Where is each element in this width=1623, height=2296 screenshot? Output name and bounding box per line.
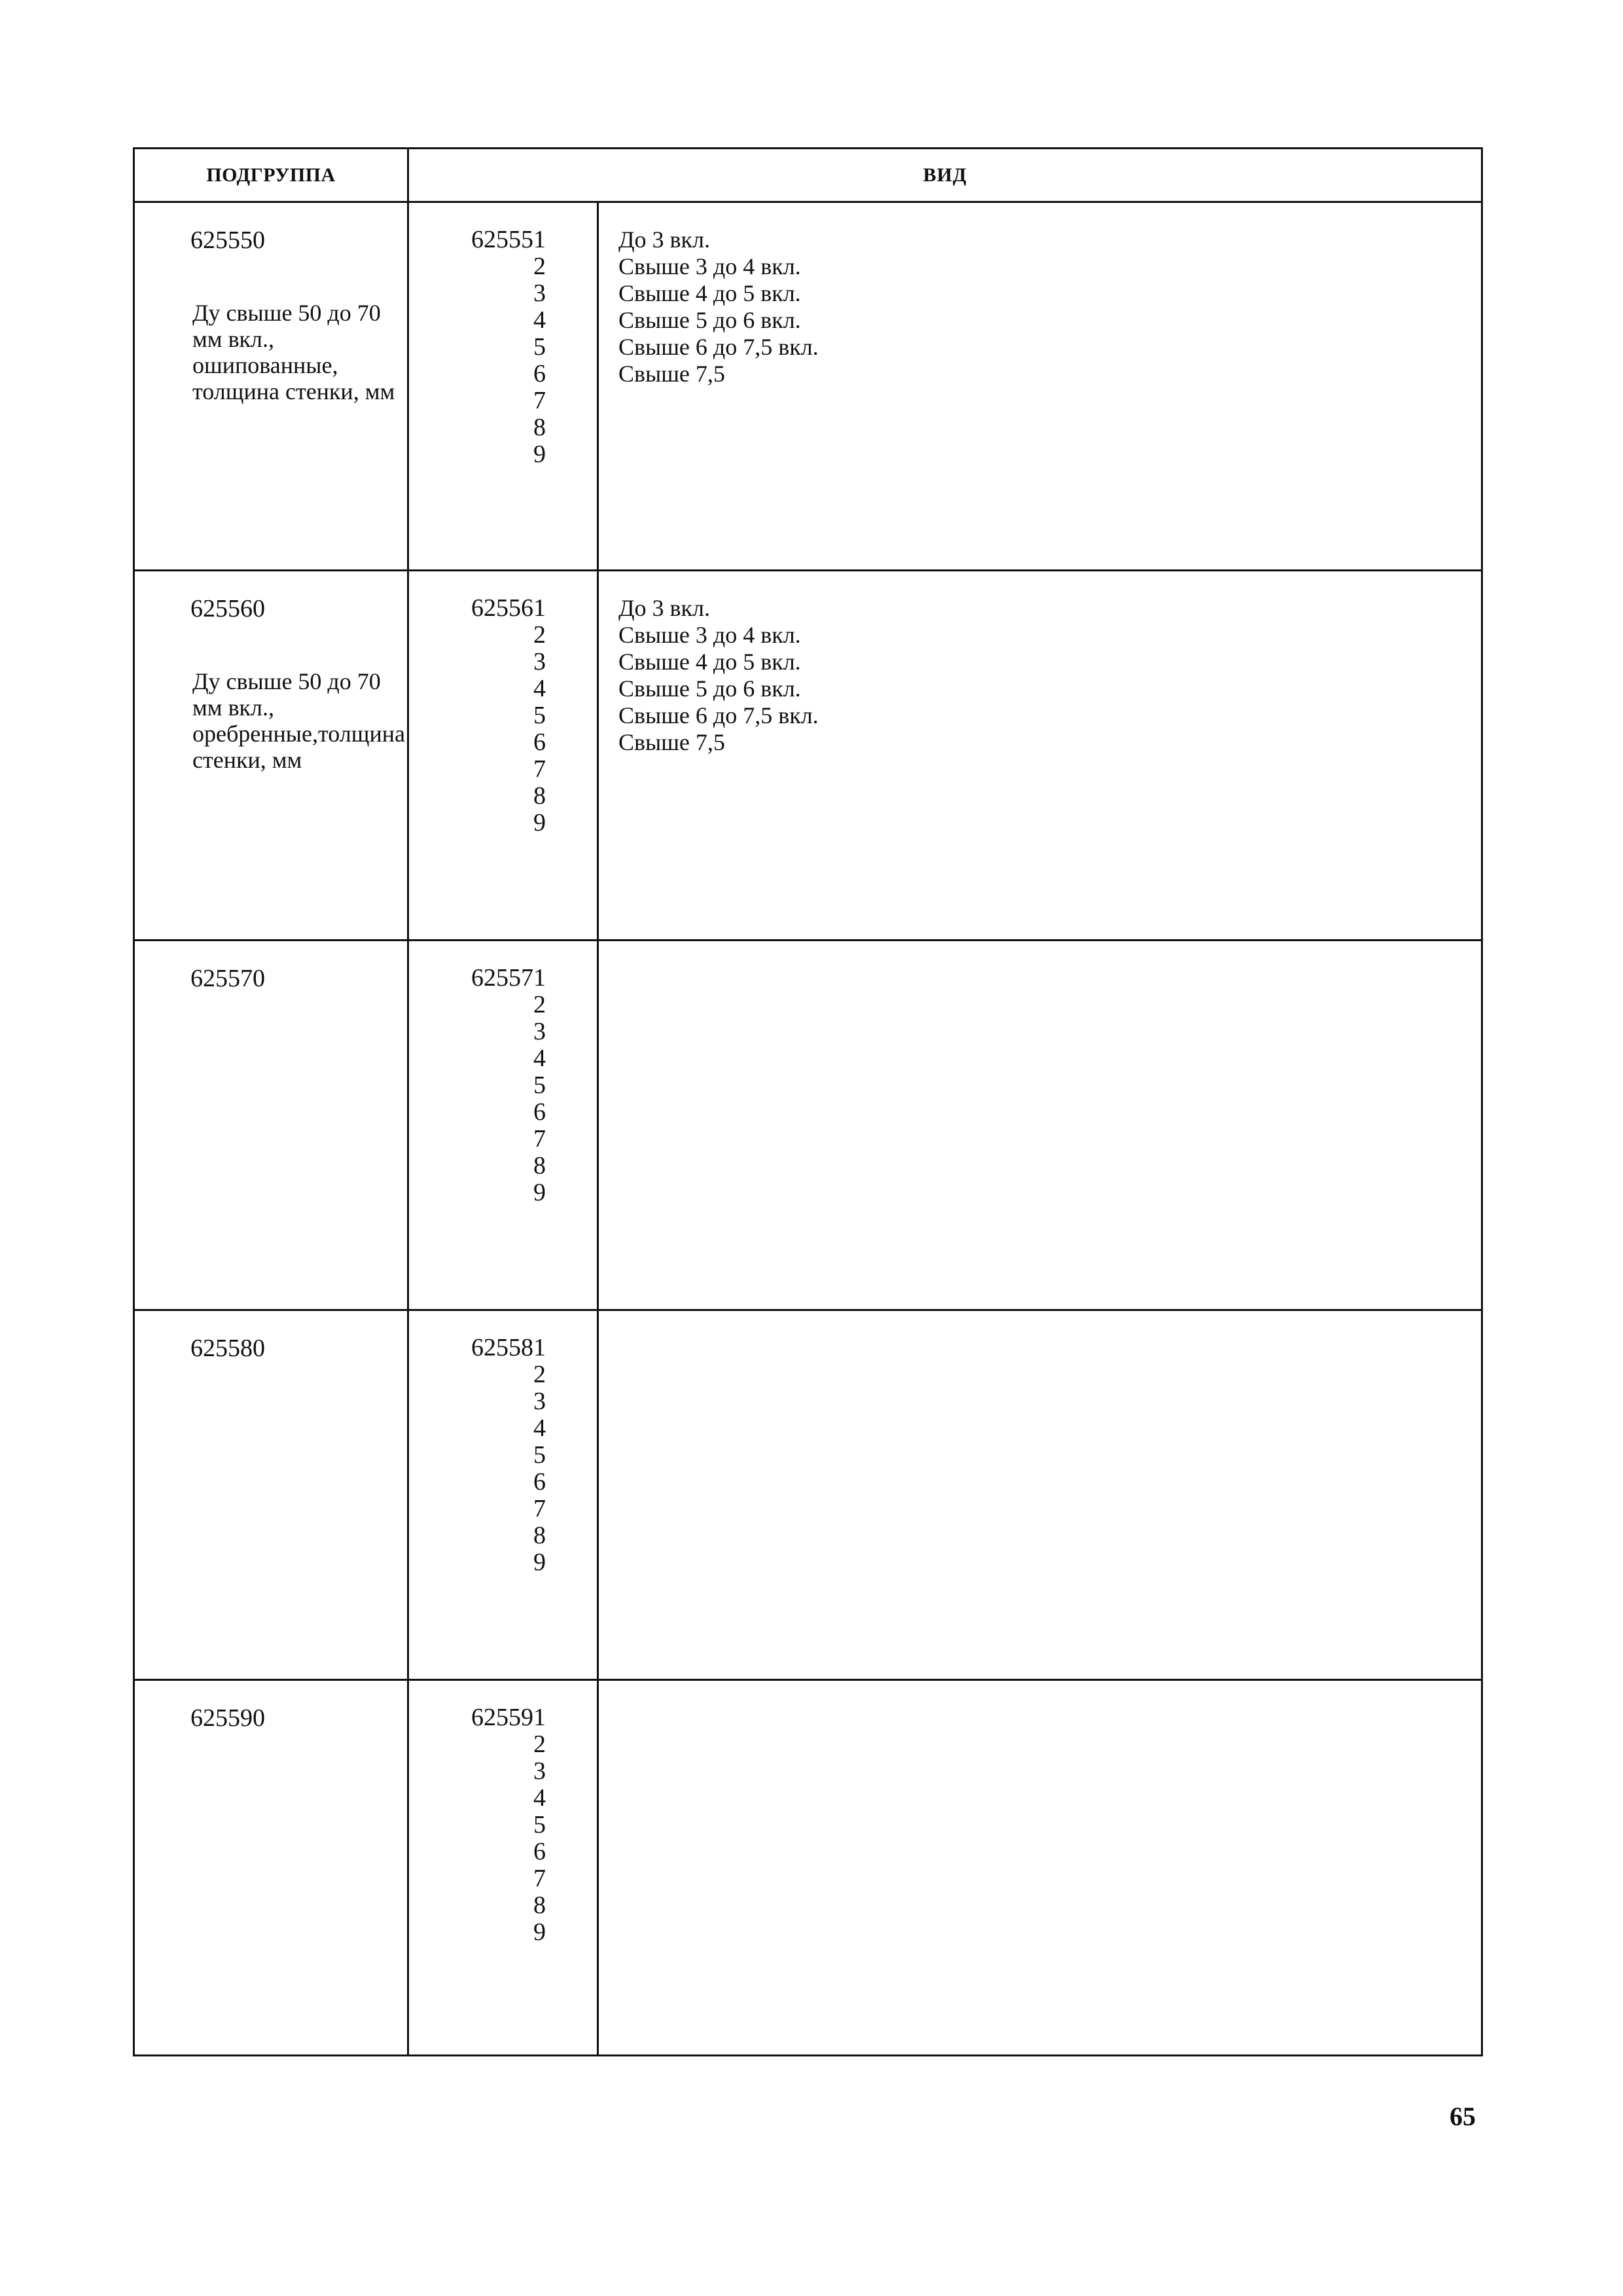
table-header <box>135 149 1481 203</box>
view-code: 9 <box>533 809 546 836</box>
table-row <box>135 203 1481 571</box>
view-codes-list <box>471 1335 546 1576</box>
view-code: 8 <box>533 414 546 441</box>
subgroup-description: Ду свыше 50 до 70 мм вкл., оребренные,толщина стенки, мм <box>192 668 405 773</box>
view-codes-list <box>471 595 546 836</box>
view-code: 2 <box>533 621 546 649</box>
subgroup-code: 625560 <box>190 595 265 622</box>
view-code: 8 <box>533 782 546 810</box>
view-codes-cell <box>409 1311 599 1679</box>
view-code: 5 <box>533 1441 546 1469</box>
view-code: 6 <box>533 728 546 756</box>
subgroup-description: Ду свыше 50 до 70 мм вкл., ошипованные, толщина стенки, мм <box>192 300 395 404</box>
view-description: Свыше 6 до 7,5 вкл. <box>618 334 819 360</box>
page-number: 65 <box>1450 2102 1476 2131</box>
view-code: 3 <box>533 279 546 307</box>
view-description-list <box>618 595 819 756</box>
view-description-list <box>618 226 819 387</box>
subgroup-cell <box>135 1311 409 1679</box>
view-codes-list <box>471 1704 546 1946</box>
subgroup-cell <box>135 203 409 569</box>
view-code: 4 <box>533 1414 546 1442</box>
header-subgroup: ПОДГРУППА <box>135 149 409 201</box>
view-codes-cell <box>409 203 599 569</box>
view-code: 7 <box>533 1865 546 1892</box>
view-codes-cell <box>409 571 599 939</box>
view-codes-cell <box>409 1681 599 2054</box>
view-description: Свыше 3 до 4 вкл. <box>618 622 801 648</box>
view-description: До 3 вкл. <box>618 595 711 621</box>
view-code: 5 <box>533 1811 546 1839</box>
view-code: 2 <box>533 253 546 280</box>
table-row <box>135 1311 1481 1681</box>
view-description: Свыше 3 до 4 вкл. <box>618 253 801 279</box>
view-code: 9 <box>533 1549 546 1576</box>
view-code: 5 <box>533 1071 546 1099</box>
view-code: 9 <box>533 1918 546 1946</box>
view-code: 2 <box>533 1361 546 1388</box>
view-code: 7 <box>533 1125 546 1153</box>
view-code: 625551 <box>471 226 546 253</box>
view-code: 3 <box>533 1018 546 1045</box>
table-row <box>135 1681 1481 2054</box>
view-description: До 3 вкл. <box>618 226 711 253</box>
view-description: Свыше 5 до 6 вкл. <box>618 675 801 702</box>
view-code: 6 <box>533 1468 546 1496</box>
view-code: 3 <box>533 648 546 675</box>
view-code: 4 <box>533 1045 546 1072</box>
view-code: 8 <box>533 1892 546 1919</box>
view-codes-list <box>471 226 546 468</box>
view-code: 6 <box>533 360 546 387</box>
subgroup-code: 625570 <box>190 965 265 992</box>
view-description: Свыше 4 до 5 вкл. <box>618 649 801 675</box>
view-description: Свыше 7,5 <box>618 361 725 387</box>
view-description: Свыше 5 до 6 вкл. <box>618 307 801 333</box>
view-code: 3 <box>533 1757 546 1785</box>
subgroup-code: 625590 <box>190 1704 265 1732</box>
view-description-cell <box>599 203 1481 569</box>
view-code: 2 <box>533 1731 546 1758</box>
subgroup-cell <box>135 941 409 1309</box>
subgroup-code: 625580 <box>190 1335 265 1362</box>
view-code: 6 <box>533 1838 546 1865</box>
subgroup-cell <box>135 1681 409 2054</box>
view-code: 2 <box>533 991 546 1018</box>
view-code: 3 <box>533 1388 546 1415</box>
view-code: 9 <box>533 440 546 468</box>
view-code: 7 <box>533 755 546 783</box>
view-code: 5 <box>533 333 546 361</box>
subgroup-cell <box>135 571 409 939</box>
view-description: Свыше 4 до 5 вкл. <box>618 280 801 306</box>
header-view: ВИД <box>923 164 967 186</box>
view-code: 4 <box>533 675 546 702</box>
view-code: 6 <box>533 1098 546 1126</box>
table-row <box>135 571 1481 941</box>
view-codes-list <box>471 965 546 1206</box>
subgroup-code: 625550 <box>190 226 265 254</box>
view-description: Свыше 7,5 <box>618 729 725 755</box>
classification-table <box>133 147 1483 2056</box>
view-code: 625571 <box>471 964 546 992</box>
view-code: 625591 <box>471 1704 546 1731</box>
view-code: 9 <box>533 1179 546 1206</box>
view-code: 7 <box>533 1495 546 1522</box>
view-description: Свыше 6 до 7,5 вкл. <box>618 702 819 728</box>
view-description-cell <box>599 571 1481 939</box>
view-code: 625561 <box>471 594 546 622</box>
view-codes-cell <box>409 941 599 1309</box>
view-code: 7 <box>533 387 546 414</box>
view-code: 4 <box>533 1784 546 1812</box>
view-code: 8 <box>533 1152 546 1179</box>
view-code: 8 <box>533 1522 546 1549</box>
view-description-cell <box>599 1681 1481 2054</box>
view-description-cell <box>599 941 1481 1309</box>
view-description-cell <box>599 1311 1481 1679</box>
view-code: 5 <box>533 702 546 729</box>
view-code: 625581 <box>471 1334 546 1361</box>
table-row <box>135 941 1481 1311</box>
view-code: 4 <box>533 306 546 334</box>
